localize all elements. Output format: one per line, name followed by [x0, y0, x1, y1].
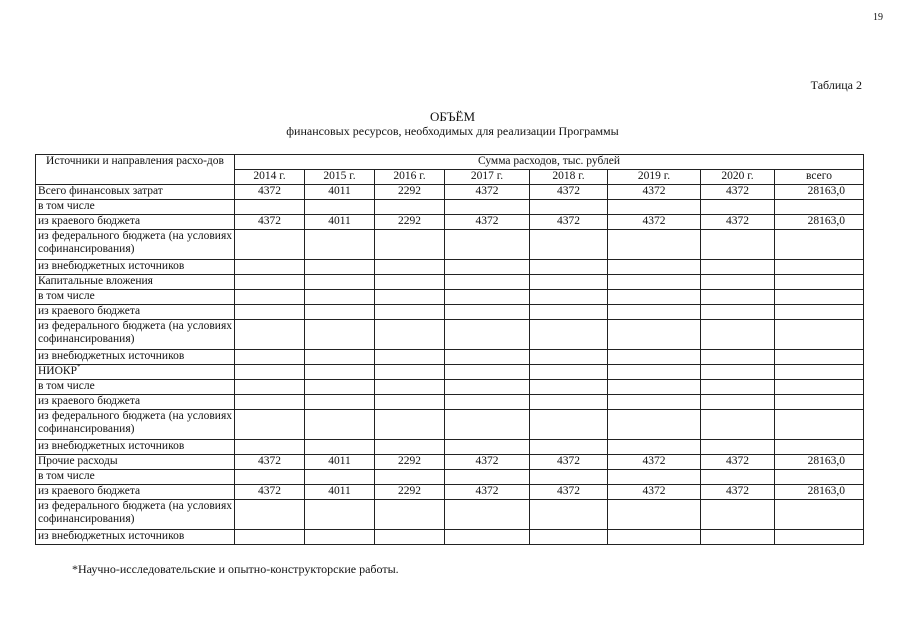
header-year-cell: 2018 г. — [530, 170, 608, 185]
row-source-label — [36, 530, 235, 545]
row-value-cell — [235, 200, 305, 215]
row-value-cell — [235, 380, 305, 395]
row-value-cell: 4372 — [608, 485, 701, 500]
row-value-cell: 4011 — [305, 485, 375, 500]
row-value-cell — [530, 320, 608, 350]
row-value-cell — [530, 230, 608, 260]
table-row — [36, 275, 864, 290]
row-source-label — [36, 320, 235, 350]
row-value-cell — [305, 410, 375, 440]
row-value-cell — [305, 290, 375, 305]
row-value-cell — [375, 395, 445, 410]
row-value-cell — [701, 470, 775, 485]
row-value-cell — [701, 440, 775, 455]
row-total-cell: 28163,0 — [775, 215, 864, 230]
row-value-cell — [445, 260, 530, 275]
row-value-cell — [530, 530, 608, 545]
table-row — [36, 200, 864, 215]
row-value-cell — [235, 230, 305, 260]
row-value-cell — [375, 440, 445, 455]
row-value-cell — [701, 305, 775, 320]
table-row — [36, 365, 864, 380]
row-value-cell — [701, 530, 775, 545]
row-value-cell — [701, 200, 775, 215]
row-value-cell — [235, 530, 305, 545]
row-value-cell: 4372 — [445, 485, 530, 500]
row-value-cell — [375, 200, 445, 215]
header-sum-caption: Сумма расходов, тыс. рублей — [235, 155, 864, 170]
row-source-label — [36, 275, 235, 290]
row-value-cell: 4372 — [445, 215, 530, 230]
row-total-cell — [775, 440, 864, 455]
row-label-text: из краевого бюджета — [38, 485, 141, 497]
table-row — [36, 440, 864, 455]
row-label-text: из краевого бюджета — [38, 215, 141, 227]
row-total-cell — [775, 200, 864, 215]
row-value-cell — [305, 230, 375, 260]
row-value-cell — [608, 530, 701, 545]
row-value-cell — [608, 470, 701, 485]
table-row — [36, 305, 864, 320]
row-value-cell — [608, 260, 701, 275]
table-row — [36, 530, 864, 545]
row-value-cell — [530, 260, 608, 275]
row-value-cell — [701, 365, 775, 380]
financial-resources-table — [35, 154, 864, 545]
row-value-cell — [445, 530, 530, 545]
document-title: ОБЪЁМ — [429, 109, 476, 124]
row-value-cell — [445, 305, 530, 320]
row-value-cell: 4372 — [608, 215, 701, 230]
row-label-text: в том числе — [38, 200, 95, 212]
row-value-cell — [235, 395, 305, 410]
row-value-cell — [375, 530, 445, 545]
row-source-label — [36, 395, 235, 410]
row-source-label — [36, 455, 235, 470]
row-value-cell — [375, 290, 445, 305]
row-value-cell — [530, 500, 608, 530]
row-value-cell — [608, 290, 701, 305]
row-value-cell: 2292 — [375, 455, 445, 470]
row-value-cell — [235, 365, 305, 380]
row-label-text: Всего финансовых затрат — [38, 185, 163, 197]
row-source-label — [36, 185, 235, 200]
row-value-cell — [530, 395, 608, 410]
row-value-cell: 4011 — [305, 185, 375, 200]
row-label-text: в том числе — [38, 470, 95, 482]
table-row — [36, 290, 864, 305]
row-value-cell: 4372 — [608, 185, 701, 200]
table-row — [36, 500, 864, 530]
row-value-cell — [608, 380, 701, 395]
row-total-cell — [775, 395, 864, 410]
row-value-cell — [445, 230, 530, 260]
row-total-cell — [775, 260, 864, 275]
row-source-label — [36, 410, 235, 440]
row-value-cell — [530, 200, 608, 215]
row-value-cell — [701, 320, 775, 350]
row-value-cell — [305, 275, 375, 290]
row-label-text: из краевого бюджета — [38, 395, 141, 407]
row-value-cell — [608, 230, 701, 260]
row-source-label — [36, 485, 235, 500]
table-label: Таблица 2 — [810, 78, 862, 92]
row-value-cell: 4372 — [530, 485, 608, 500]
table-row — [36, 455, 864, 470]
row-label-text: из федерального бюджета (на условиях софинансирования) — [38, 500, 232, 525]
row-total-cell — [775, 320, 864, 350]
table-row — [36, 320, 864, 350]
row-value-cell: 4372 — [445, 185, 530, 200]
row-total-cell — [775, 380, 864, 395]
row-value-cell — [530, 365, 608, 380]
row-source-label — [36, 470, 235, 485]
row-label-text: из внебюджетных источников — [38, 440, 185, 452]
row-value-cell — [235, 350, 305, 365]
row-value-cell — [305, 260, 375, 275]
row-source-label — [36, 290, 235, 305]
footnote-marker: * — [76, 363, 81, 372]
row-value-cell — [375, 410, 445, 440]
document-subtitle: финансовых ресурсов, необходимых для реализации Программы — [286, 124, 619, 138]
row-value-cell — [608, 410, 701, 440]
row-label-text: из федерального бюджета (на условиях софинансирования) — [38, 320, 232, 345]
row-source-label — [36, 440, 235, 455]
row-value-cell — [445, 410, 530, 440]
row-value-cell — [375, 500, 445, 530]
row-value-cell — [305, 380, 375, 395]
row-label-text: из федерального бюджета (на условиях софинансирования) — [38, 230, 232, 255]
row-value-cell — [235, 290, 305, 305]
row-value-cell — [701, 395, 775, 410]
row-source-label — [36, 230, 235, 260]
row-value-cell — [530, 470, 608, 485]
row-value-cell — [608, 200, 701, 215]
row-value-cell — [305, 440, 375, 455]
row-value-cell — [235, 260, 305, 275]
row-label-text: Капитальные вложения — [38, 275, 153, 287]
row-value-cell: 4372 — [235, 185, 305, 200]
row-value-cell: 4372 — [530, 455, 608, 470]
header-year-cell: 2019 г. — [608, 170, 701, 185]
row-value-cell — [445, 470, 530, 485]
row-value-cell — [305, 200, 375, 215]
row-value-cell — [445, 500, 530, 530]
row-total-cell — [775, 470, 864, 485]
row-source-label — [36, 305, 235, 320]
row-label-text: в том числе — [38, 290, 95, 302]
row-value-cell — [701, 260, 775, 275]
footnote: *Научно-исследовательские и опытно-конструкторские работы. — [72, 562, 399, 576]
row-value-cell — [445, 350, 530, 365]
table-row — [36, 260, 864, 275]
row-value-cell: 2292 — [375, 215, 445, 230]
row-value-cell — [701, 350, 775, 365]
row-label-text: в том числе — [38, 380, 95, 392]
row-value-cell: 4011 — [305, 455, 375, 470]
row-value-cell — [701, 275, 775, 290]
row-value-cell: 4011 — [305, 215, 375, 230]
table-row — [36, 485, 864, 500]
row-value-cell — [375, 470, 445, 485]
row-source-label — [36, 365, 235, 380]
row-value-cell: 2292 — [375, 485, 445, 500]
row-label-text: из федерального бюджета (на условиях софинансирования) — [38, 410, 232, 435]
row-value-cell — [375, 380, 445, 395]
row-value-cell — [445, 320, 530, 350]
row-label-text: из внебюджетных источников — [38, 530, 185, 542]
row-label-text: НИОКР — [38, 365, 77, 377]
row-value-cell — [235, 500, 305, 530]
row-value-cell: 4372 — [235, 485, 305, 500]
row-value-cell — [305, 500, 375, 530]
row-value-cell — [701, 500, 775, 530]
row-value-cell — [235, 275, 305, 290]
row-source-label — [36, 260, 235, 275]
row-value-cell: 4372 — [701, 485, 775, 500]
row-value-cell — [445, 395, 530, 410]
row-value-cell — [305, 305, 375, 320]
row-value-cell — [375, 320, 445, 350]
row-value-cell — [701, 380, 775, 395]
row-value-cell — [235, 470, 305, 485]
row-value-cell — [305, 320, 375, 350]
row-label-text: Прочие расходы — [38, 455, 118, 467]
row-value-cell — [530, 290, 608, 305]
row-value-cell: 4372 — [235, 455, 305, 470]
row-value-cell — [530, 440, 608, 455]
table-row — [36, 380, 864, 395]
row-value-cell: 2292 — [375, 185, 445, 200]
row-value-cell — [375, 275, 445, 290]
row-label-text: из внебюджетных источников — [38, 350, 185, 362]
row-value-cell: 4372 — [445, 455, 530, 470]
row-source-label — [36, 215, 235, 230]
row-value-cell — [608, 395, 701, 410]
table-row — [36, 230, 864, 260]
header-year-cell: 2020 г. — [701, 170, 775, 185]
row-value-cell — [445, 380, 530, 395]
row-value-cell: 4372 — [608, 455, 701, 470]
row-value-cell — [701, 410, 775, 440]
row-value-cell — [608, 305, 701, 320]
row-value-cell — [305, 365, 375, 380]
row-total-cell — [775, 275, 864, 290]
row-value-cell — [375, 365, 445, 380]
row-value-cell: 4372 — [701, 185, 775, 200]
row-value-cell — [530, 380, 608, 395]
row-value-cell — [530, 305, 608, 320]
page-number: 19 — [873, 12, 883, 23]
row-value-cell — [608, 350, 701, 365]
header-year-cell: 2016 г. — [375, 170, 445, 185]
row-value-cell — [530, 275, 608, 290]
row-source-label — [36, 350, 235, 365]
table-row — [36, 215, 864, 230]
row-total-cell — [775, 365, 864, 380]
row-value-cell — [235, 440, 305, 455]
row-value-cell: 4372 — [701, 455, 775, 470]
row-total-cell — [775, 530, 864, 545]
table-row — [36, 350, 864, 365]
row-source-label — [36, 500, 235, 530]
row-total-cell: 28163,0 — [775, 485, 864, 500]
row-value-cell — [608, 440, 701, 455]
row-value-cell — [701, 230, 775, 260]
row-total-cell — [775, 305, 864, 320]
row-value-cell: 4372 — [235, 215, 305, 230]
row-value-cell — [375, 350, 445, 365]
row-value-cell — [305, 350, 375, 365]
row-total-cell — [775, 500, 864, 530]
row-value-cell — [445, 200, 530, 215]
row-total-cell — [775, 230, 864, 260]
row-value-cell — [608, 365, 701, 380]
row-total-cell — [775, 350, 864, 365]
row-label-text: из внебюджетных источников — [38, 260, 185, 272]
row-value-cell: 4372 — [701, 215, 775, 230]
header-year-cell: 2017 г. — [445, 170, 530, 185]
row-value-cell — [608, 320, 701, 350]
row-value-cell — [375, 260, 445, 275]
row-value-cell — [445, 440, 530, 455]
row-value-cell — [305, 395, 375, 410]
table-row — [36, 395, 864, 410]
row-total-cell: 28163,0 — [775, 185, 864, 200]
table-row — [36, 185, 864, 200]
row-value-cell — [235, 305, 305, 320]
row-value-cell — [235, 410, 305, 440]
table-row — [36, 410, 864, 440]
row-value-cell — [305, 530, 375, 545]
table-row — [36, 470, 864, 485]
header-source-column: Источники и направления расхо-дов — [36, 155, 235, 185]
row-value-cell — [375, 230, 445, 260]
row-value-cell: 4372 — [530, 215, 608, 230]
row-value-cell — [701, 290, 775, 305]
row-value-cell — [608, 275, 701, 290]
row-total-cell: 28163,0 — [775, 455, 864, 470]
row-value-cell — [445, 290, 530, 305]
row-value-cell — [445, 275, 530, 290]
header-year-cell: всего — [775, 170, 864, 185]
row-source-label — [36, 200, 235, 215]
row-value-cell — [235, 320, 305, 350]
row-value-cell — [530, 350, 608, 365]
row-value-cell — [608, 500, 701, 530]
row-value-cell — [375, 305, 445, 320]
row-value-cell — [530, 410, 608, 440]
row-total-cell — [775, 410, 864, 440]
row-value-cell — [445, 365, 530, 380]
row-value-cell: 4372 — [530, 185, 608, 200]
row-total-cell — [775, 290, 864, 305]
row-value-cell — [305, 470, 375, 485]
header-year-cell: 2014 г. — [235, 170, 305, 185]
row-source-label — [36, 380, 235, 395]
row-label-text: из краевого бюджета — [38, 305, 141, 317]
header-year-cell: 2015 г. — [305, 170, 375, 185]
